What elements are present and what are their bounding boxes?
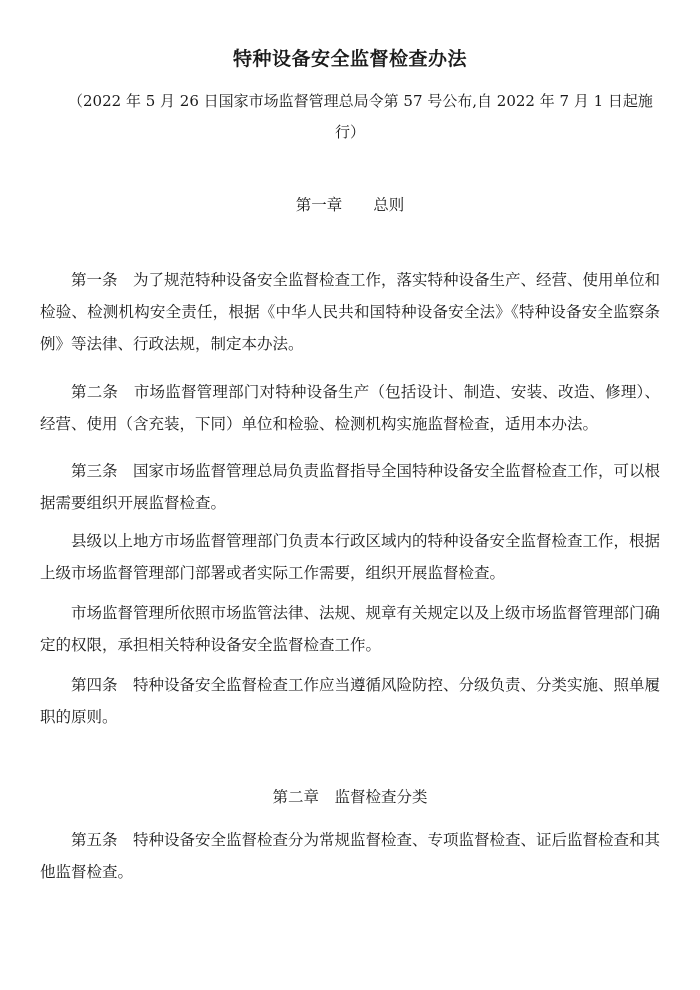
chapter-heading: 第一章 总则 <box>295 196 405 214</box>
subtitle-line-1: （2022 年 5 月 26 日国家市场监督管理总局令第 57 号公布,自 2022 年 7 月 1 日起施 <box>68 92 653 110</box>
article-paragraph: 县级以上地方市场监督管理部门负责本行政区域内的特种设备安全监督检查工作，根据上级市场监督管理部门部署或者实际工作需要，组织开展监督检查。 <box>40 532 661 582</box>
article-paragraph: 第四条 特种设备安全监督检查工作应当遵循风险防控、分级负责、分类实施、照单履职的原则。 <box>40 676 661 726</box>
subtitle-line-2: 行） <box>334 123 365 141</box>
article-paragraph: 第三条 国家市场监督管理总局负责监督指导全国特种设备安全监督检查工作，可以根据需要组织开展监督检查。 <box>40 462 661 512</box>
article-paragraph: 市场监督管理所依照市场监管法律、法规、规章有关规定以及上级市场监督管理部门确定的权限，承担相关特种设备安全监督检查工作。 <box>40 604 661 654</box>
document-subtitle <box>40 86 660 148</box>
article-paragraph: 第二条 市场监督管理部门对特种设备生产（包括设计、制造、安装、改造、修理）、经营、使用（含充装，下同）单位和检验、检测机构实施监督检查，适用本办法。 <box>40 383 660 433</box>
document-title: 特种设备安全监督检查办法 <box>232 48 467 70</box>
chapter-heading: 第二章 监督检查分类 <box>272 788 428 806</box>
article-paragraph: 第五条 特种设备安全监督检查分为常规监督检查、专项监督检查、证后监督检查和其他监督检查。 <box>40 831 661 881</box>
article-paragraph: 第一条 为了规范特种设备安全监督检查工作，落实特种设备生产、经营、使用单位和检验、检测机构安全责任，根据《中华人民共和国特种设备安全法》《特种设备安全监察条例》等法律、行政法规，制定本办法。 <box>40 271 661 353</box>
